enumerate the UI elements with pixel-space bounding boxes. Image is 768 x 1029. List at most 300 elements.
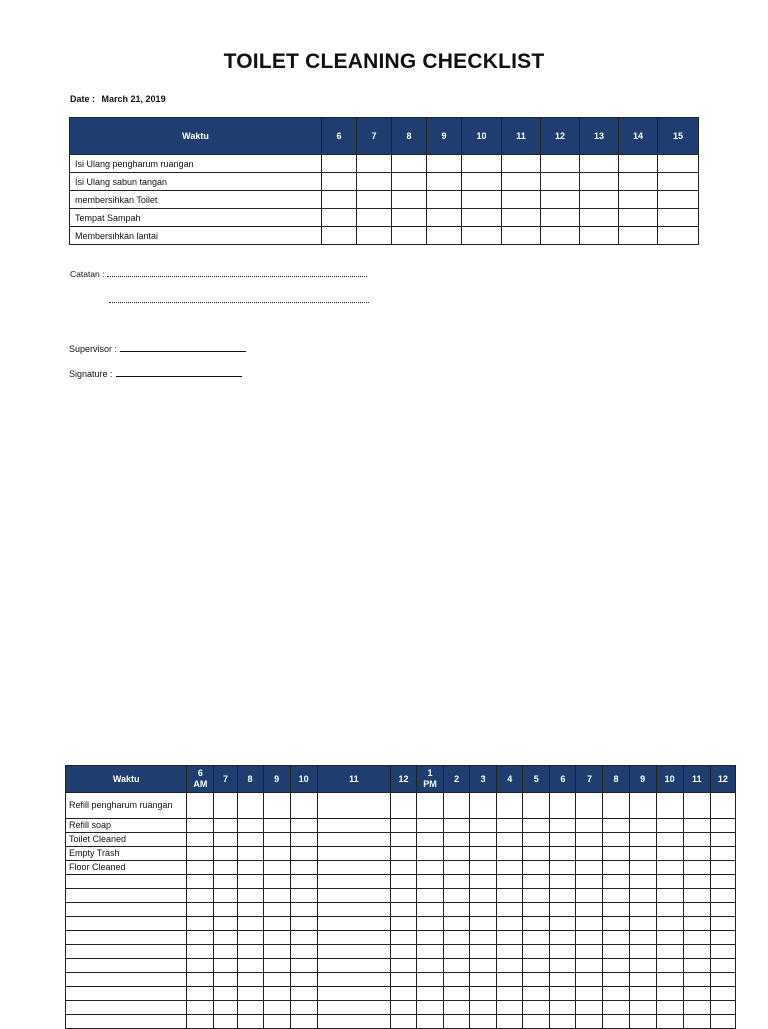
check-cell[interactable]	[658, 227, 699, 245]
check-cell[interactable]	[214, 889, 237, 903]
check-cell[interactable]	[214, 959, 237, 973]
check-cell[interactable]	[322, 173, 357, 191]
check-cell[interactable]	[444, 973, 470, 987]
check-cell[interactable]	[470, 903, 497, 917]
check-cell[interactable]	[497, 889, 523, 903]
check-cell[interactable]	[523, 959, 550, 973]
check-cell[interactable]	[416, 931, 443, 945]
check-cell[interactable]	[317, 875, 390, 889]
check-cell[interactable]	[603, 875, 629, 889]
check-cell[interactable]	[523, 819, 550, 833]
check-cell[interactable]	[214, 875, 237, 889]
check-cell[interactable]	[470, 833, 497, 847]
check-cell[interactable]	[416, 819, 443, 833]
check-cell[interactable]	[550, 959, 576, 973]
check-cell[interactable]	[444, 793, 470, 819]
check-cell[interactable]	[629, 945, 656, 959]
check-cell[interactable]	[392, 227, 427, 245]
check-cell[interactable]	[603, 819, 629, 833]
check-cell[interactable]	[263, 833, 290, 847]
check-cell[interactable]	[237, 793, 263, 819]
check-cell[interactable]	[710, 973, 735, 987]
check-cell[interactable]	[550, 945, 576, 959]
check-cell[interactable]	[629, 1001, 656, 1015]
check-cell[interactable]	[444, 931, 470, 945]
check-cell[interactable]	[523, 917, 550, 931]
check-cell[interactable]	[683, 875, 710, 889]
check-cell[interactable]	[523, 833, 550, 847]
check-cell[interactable]	[656, 1001, 683, 1015]
check-cell[interactable]	[444, 903, 470, 917]
check-cell[interactable]	[317, 847, 390, 861]
check-cell[interactable]	[237, 889, 263, 903]
check-cell[interactable]	[290, 861, 317, 875]
check-cell[interactable]	[392, 209, 427, 227]
check-cell[interactable]	[619, 191, 658, 209]
check-cell[interactable]	[470, 1001, 497, 1015]
check-cell[interactable]	[470, 973, 497, 987]
check-cell[interactable]	[416, 1015, 443, 1029]
check-cell[interactable]	[523, 973, 550, 987]
check-cell[interactable]	[462, 155, 502, 173]
check-cell[interactable]	[237, 945, 263, 959]
check-cell[interactable]	[416, 889, 443, 903]
check-cell[interactable]	[710, 819, 735, 833]
check-cell[interactable]	[470, 889, 497, 903]
check-cell[interactable]	[444, 1015, 470, 1029]
check-cell[interactable]	[710, 847, 735, 861]
check-cell[interactable]	[444, 847, 470, 861]
check-cell[interactable]	[263, 931, 290, 945]
check-cell[interactable]	[462, 227, 502, 245]
check-cell[interactable]	[576, 945, 603, 959]
check-cell[interactable]	[658, 191, 699, 209]
check-cell[interactable]	[317, 973, 390, 987]
check-cell[interactable]	[317, 819, 390, 833]
check-cell[interactable]	[290, 833, 317, 847]
check-cell[interactable]	[390, 819, 416, 833]
check-cell[interactable]	[392, 173, 427, 191]
check-cell[interactable]	[237, 833, 263, 847]
check-cell[interactable]	[603, 833, 629, 847]
check-cell[interactable]	[444, 917, 470, 931]
check-cell[interactable]	[237, 1015, 263, 1029]
check-cell[interactable]	[576, 973, 603, 987]
check-cell[interactable]	[576, 1001, 603, 1015]
check-cell[interactable]	[263, 889, 290, 903]
check-cell[interactable]	[523, 793, 550, 819]
check-cell[interactable]	[237, 987, 263, 1001]
check-cell[interactable]	[576, 833, 603, 847]
check-cell[interactable]	[497, 1015, 523, 1029]
check-cell[interactable]	[502, 191, 541, 209]
check-cell[interactable]	[656, 833, 683, 847]
check-cell[interactable]	[390, 917, 416, 931]
check-cell[interactable]	[656, 861, 683, 875]
check-cell[interactable]	[317, 917, 390, 931]
check-cell[interactable]	[683, 833, 710, 847]
check-cell[interactable]	[416, 833, 443, 847]
check-cell[interactable]	[541, 155, 580, 173]
check-cell[interactable]	[237, 917, 263, 931]
check-cell[interactable]	[416, 847, 443, 861]
check-cell[interactable]	[502, 155, 541, 173]
check-cell[interactable]	[523, 847, 550, 861]
check-cell[interactable]	[470, 1015, 497, 1029]
check-cell[interactable]	[603, 861, 629, 875]
check-cell[interactable]	[603, 931, 629, 945]
check-cell[interactable]	[187, 875, 214, 889]
check-cell[interactable]	[416, 945, 443, 959]
check-cell[interactable]	[390, 945, 416, 959]
check-cell[interactable]	[710, 793, 735, 819]
check-cell[interactable]	[629, 987, 656, 1001]
check-cell[interactable]	[550, 1015, 576, 1029]
check-cell[interactable]	[470, 987, 497, 1001]
check-cell[interactable]	[214, 861, 237, 875]
check-cell[interactable]	[710, 945, 735, 959]
check-cell[interactable]	[710, 833, 735, 847]
check-cell[interactable]	[550, 833, 576, 847]
check-cell[interactable]	[576, 889, 603, 903]
check-cell[interactable]	[237, 959, 263, 973]
check-cell[interactable]	[390, 889, 416, 903]
check-cell[interactable]	[390, 973, 416, 987]
check-cell[interactable]	[497, 987, 523, 1001]
check-cell[interactable]	[629, 959, 656, 973]
check-cell[interactable]	[576, 1015, 603, 1029]
check-cell[interactable]	[550, 889, 576, 903]
check-cell[interactable]	[629, 861, 656, 875]
check-cell[interactable]	[470, 875, 497, 889]
check-cell[interactable]	[523, 1015, 550, 1029]
check-cell[interactable]	[470, 861, 497, 875]
check-cell[interactable]	[416, 875, 443, 889]
check-cell[interactable]	[416, 903, 443, 917]
check-cell[interactable]	[656, 917, 683, 931]
check-cell[interactable]	[629, 903, 656, 917]
check-cell[interactable]	[357, 173, 392, 191]
check-cell[interactable]	[187, 793, 214, 819]
check-cell[interactable]	[187, 959, 214, 973]
check-cell[interactable]	[683, 1001, 710, 1015]
check-cell[interactable]	[427, 227, 462, 245]
check-cell[interactable]	[656, 987, 683, 1001]
check-cell[interactable]	[317, 1001, 390, 1015]
check-cell[interactable]	[576, 875, 603, 889]
check-cell[interactable]	[416, 973, 443, 987]
check-cell[interactable]	[290, 903, 317, 917]
check-cell[interactable]	[263, 875, 290, 889]
check-cell[interactable]	[187, 973, 214, 987]
check-cell[interactable]	[290, 973, 317, 987]
check-cell[interactable]	[416, 861, 443, 875]
check-cell[interactable]	[629, 819, 656, 833]
check-cell[interactable]	[550, 931, 576, 945]
check-cell[interactable]	[290, 931, 317, 945]
check-cell[interactable]	[317, 987, 390, 1001]
check-cell[interactable]	[497, 1001, 523, 1015]
check-cell[interactable]	[317, 1015, 390, 1029]
check-cell[interactable]	[187, 945, 214, 959]
check-cell[interactable]	[317, 793, 390, 819]
check-cell[interactable]	[550, 847, 576, 861]
check-cell[interactable]	[603, 1001, 629, 1015]
check-cell[interactable]	[214, 917, 237, 931]
check-cell[interactable]	[502, 209, 541, 227]
check-cell[interactable]	[444, 945, 470, 959]
check-cell[interactable]	[523, 889, 550, 903]
check-cell[interactable]	[683, 973, 710, 987]
check-cell[interactable]	[550, 1001, 576, 1015]
check-cell[interactable]	[187, 833, 214, 847]
check-cell[interactable]	[629, 917, 656, 931]
check-cell[interactable]	[237, 847, 263, 861]
check-cell[interactable]	[392, 191, 427, 209]
check-cell[interactable]	[317, 959, 390, 973]
check-cell[interactable]	[444, 987, 470, 1001]
check-cell[interactable]	[390, 1001, 416, 1015]
notes-dotted-line[interactable]	[107, 270, 367, 277]
check-cell[interactable]	[427, 155, 462, 173]
check-cell[interactable]	[263, 1001, 290, 1015]
check-cell[interactable]	[187, 917, 214, 931]
check-cell[interactable]	[237, 973, 263, 987]
check-cell[interactable]	[390, 959, 416, 973]
check-cell[interactable]	[470, 917, 497, 931]
check-cell[interactable]	[683, 793, 710, 819]
check-cell[interactable]	[390, 987, 416, 1001]
check-cell[interactable]	[603, 889, 629, 903]
check-cell[interactable]	[357, 209, 392, 227]
check-cell[interactable]	[656, 931, 683, 945]
check-cell[interactable]	[290, 819, 317, 833]
check-cell[interactable]	[390, 931, 416, 945]
check-cell[interactable]	[444, 819, 470, 833]
check-cell[interactable]	[603, 1015, 629, 1029]
check-cell[interactable]	[214, 833, 237, 847]
check-cell[interactable]	[444, 1001, 470, 1015]
check-cell[interactable]	[710, 931, 735, 945]
check-cell[interactable]	[322, 209, 357, 227]
check-cell[interactable]	[656, 973, 683, 987]
check-cell[interactable]	[619, 155, 658, 173]
check-cell[interactable]	[390, 861, 416, 875]
check-cell[interactable]	[710, 917, 735, 931]
check-cell[interactable]	[444, 861, 470, 875]
check-cell[interactable]	[317, 931, 390, 945]
check-cell[interactable]	[629, 793, 656, 819]
check-cell[interactable]	[683, 861, 710, 875]
check-cell[interactable]	[263, 917, 290, 931]
check-cell[interactable]	[497, 903, 523, 917]
check-cell[interactable]	[523, 861, 550, 875]
check-cell[interactable]	[497, 931, 523, 945]
supervisor-field[interactable]	[120, 343, 246, 352]
check-cell[interactable]	[497, 833, 523, 847]
check-cell[interactable]	[656, 793, 683, 819]
check-cell[interactable]	[656, 889, 683, 903]
check-cell[interactable]	[462, 173, 502, 191]
check-cell[interactable]	[497, 875, 523, 889]
check-cell[interactable]	[214, 903, 237, 917]
check-cell[interactable]	[523, 987, 550, 1001]
check-cell[interactable]	[629, 875, 656, 889]
check-cell[interactable]	[470, 959, 497, 973]
check-cell[interactable]	[290, 945, 317, 959]
check-cell[interactable]	[710, 861, 735, 875]
check-cell[interactable]	[187, 889, 214, 903]
check-cell[interactable]	[390, 793, 416, 819]
check-cell[interactable]	[214, 931, 237, 945]
check-cell[interactable]	[658, 155, 699, 173]
check-cell[interactable]	[416, 793, 443, 819]
check-cell[interactable]	[683, 959, 710, 973]
check-cell[interactable]	[523, 903, 550, 917]
check-cell[interactable]	[523, 1001, 550, 1015]
check-cell[interactable]	[541, 227, 580, 245]
check-cell[interactable]	[603, 903, 629, 917]
check-cell[interactable]	[580, 209, 619, 227]
check-cell[interactable]	[656, 819, 683, 833]
check-cell[interactable]	[497, 861, 523, 875]
check-cell[interactable]	[470, 945, 497, 959]
check-cell[interactable]	[263, 973, 290, 987]
check-cell[interactable]	[390, 833, 416, 847]
check-cell[interactable]	[444, 889, 470, 903]
check-cell[interactable]	[550, 793, 576, 819]
check-cell[interactable]	[263, 793, 290, 819]
check-cell[interactable]	[629, 889, 656, 903]
check-cell[interactable]	[317, 861, 390, 875]
check-cell[interactable]	[214, 793, 237, 819]
check-cell[interactable]	[263, 847, 290, 861]
check-cell[interactable]	[550, 917, 576, 931]
check-cell[interactable]	[357, 191, 392, 209]
check-cell[interactable]	[322, 155, 357, 173]
check-cell[interactable]	[497, 973, 523, 987]
check-cell[interactable]	[656, 903, 683, 917]
check-cell[interactable]	[683, 931, 710, 945]
check-cell[interactable]	[603, 973, 629, 987]
check-cell[interactable]	[497, 847, 523, 861]
check-cell[interactable]	[187, 1001, 214, 1015]
check-cell[interactable]	[683, 819, 710, 833]
check-cell[interactable]	[290, 847, 317, 861]
check-cell[interactable]	[580, 191, 619, 209]
check-cell[interactable]	[523, 875, 550, 889]
check-cell[interactable]	[263, 903, 290, 917]
check-cell[interactable]	[214, 987, 237, 1001]
check-cell[interactable]	[523, 945, 550, 959]
check-cell[interactable]	[541, 191, 580, 209]
check-cell[interactable]	[416, 987, 443, 1001]
check-cell[interactable]	[629, 847, 656, 861]
notes-dotted-line[interactable]	[109, 296, 369, 303]
check-cell[interactable]	[541, 209, 580, 227]
check-cell[interactable]	[237, 903, 263, 917]
check-cell[interactable]	[629, 931, 656, 945]
check-cell[interactable]	[502, 227, 541, 245]
check-cell[interactable]	[576, 959, 603, 973]
check-cell[interactable]	[416, 1001, 443, 1015]
check-cell[interactable]	[658, 173, 699, 191]
signature-field[interactable]	[116, 368, 242, 377]
check-cell[interactable]	[416, 959, 443, 973]
check-cell[interactable]	[390, 847, 416, 861]
check-cell[interactable]	[603, 917, 629, 931]
check-cell[interactable]	[187, 931, 214, 945]
check-cell[interactable]	[576, 917, 603, 931]
check-cell[interactable]	[576, 819, 603, 833]
check-cell[interactable]	[656, 847, 683, 861]
check-cell[interactable]	[263, 819, 290, 833]
check-cell[interactable]	[392, 155, 427, 173]
check-cell[interactable]	[317, 903, 390, 917]
check-cell[interactable]	[416, 917, 443, 931]
check-cell[interactable]	[619, 227, 658, 245]
check-cell[interactable]	[550, 875, 576, 889]
check-cell[interactable]	[629, 833, 656, 847]
check-cell[interactable]	[710, 1015, 735, 1029]
check-cell[interactable]	[580, 227, 619, 245]
check-cell[interactable]	[427, 191, 462, 209]
check-cell[interactable]	[710, 903, 735, 917]
check-cell[interactable]	[357, 227, 392, 245]
check-cell[interactable]	[357, 155, 392, 173]
check-cell[interactable]	[290, 987, 317, 1001]
check-cell[interactable]	[580, 155, 619, 173]
check-cell[interactable]	[541, 173, 580, 191]
check-cell[interactable]	[237, 875, 263, 889]
check-cell[interactable]	[710, 959, 735, 973]
check-cell[interactable]	[462, 209, 502, 227]
check-cell[interactable]	[497, 945, 523, 959]
check-cell[interactable]	[290, 1015, 317, 1029]
check-cell[interactable]	[656, 1015, 683, 1029]
check-cell[interactable]	[263, 945, 290, 959]
check-cell[interactable]	[629, 1015, 656, 1029]
check-cell[interactable]	[683, 917, 710, 931]
check-cell[interactable]	[462, 191, 502, 209]
check-cell[interactable]	[683, 987, 710, 1001]
check-cell[interactable]	[603, 793, 629, 819]
check-cell[interactable]	[444, 959, 470, 973]
check-cell[interactable]	[683, 1015, 710, 1029]
check-cell[interactable]	[710, 875, 735, 889]
check-cell[interactable]	[263, 1015, 290, 1029]
check-cell[interactable]	[550, 973, 576, 987]
check-cell[interactable]	[710, 1001, 735, 1015]
check-cell[interactable]	[576, 847, 603, 861]
check-cell[interactable]	[683, 903, 710, 917]
check-cell[interactable]	[427, 173, 462, 191]
check-cell[interactable]	[214, 819, 237, 833]
check-cell[interactable]	[603, 945, 629, 959]
check-cell[interactable]	[317, 889, 390, 903]
check-cell[interactable]	[619, 209, 658, 227]
check-cell[interactable]	[390, 903, 416, 917]
check-cell[interactable]	[390, 875, 416, 889]
check-cell[interactable]	[237, 931, 263, 945]
check-cell[interactable]	[603, 987, 629, 1001]
check-cell[interactable]	[576, 793, 603, 819]
check-cell[interactable]	[237, 1001, 263, 1015]
check-cell[interactable]	[497, 917, 523, 931]
check-cell[interactable]	[603, 847, 629, 861]
check-cell[interactable]	[683, 889, 710, 903]
check-cell[interactable]	[710, 889, 735, 903]
